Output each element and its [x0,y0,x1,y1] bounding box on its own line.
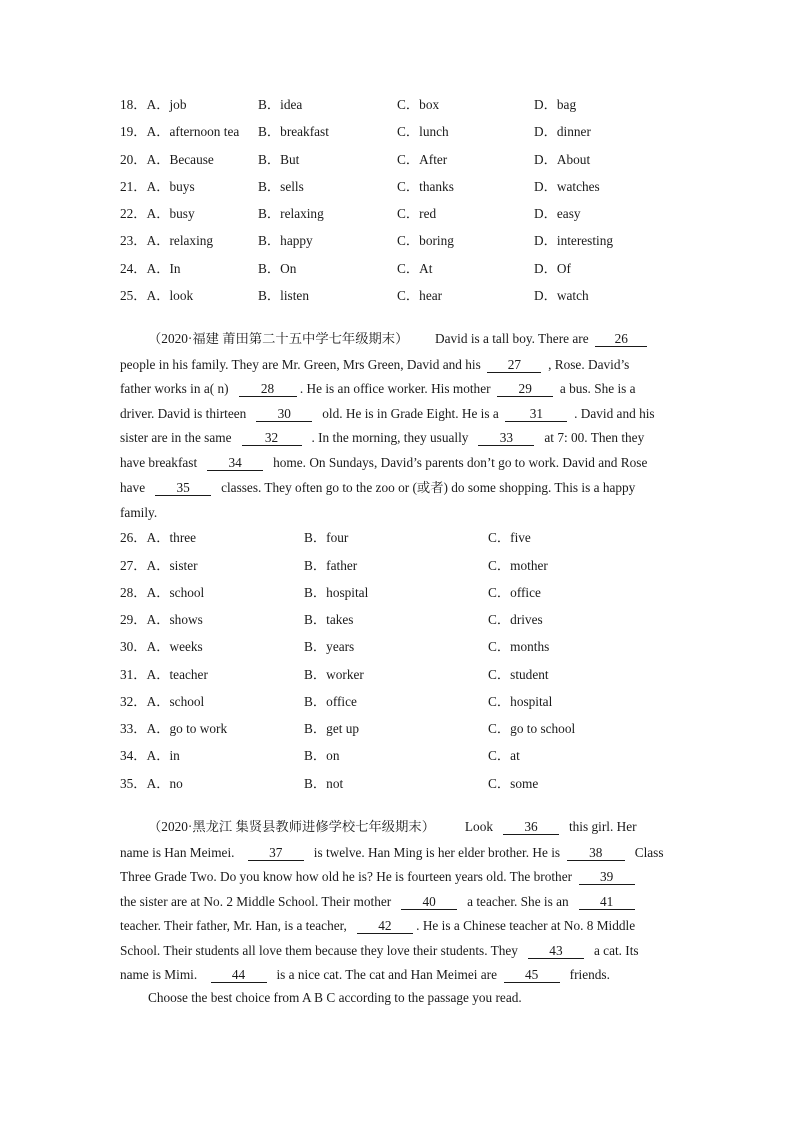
blank-44: 44 [211,967,267,983]
blank-43: 43 [528,943,584,959]
option-a: 31．A．teacher [120,667,208,682]
passage-text: . He is an office worker. His mother [299,381,491,396]
option-a: 22．A．busy [120,206,195,221]
option-c: C．five [488,530,531,545]
option-b: B．on [304,748,340,763]
passage-text: the sister are at No. 2 Middle School. Their mother [120,894,392,909]
option-b: B．office [304,694,357,709]
passage-text: name is Han Meimei. [120,845,235,860]
option-c: C．lunch [397,124,449,139]
option-b: B．years [304,639,355,654]
blank-41: 41 [579,894,635,910]
blank-28: 28 [239,381,297,397]
option-c: C．hospital [488,694,553,709]
passage-text: a cat. Its [593,943,639,958]
option-d: D．About [534,152,591,167]
passage-text: Look [464,819,493,834]
option-a: 28．A．school [120,585,205,600]
passage-text: father works in a( n) [120,381,229,396]
option-c: C．At [397,261,433,276]
blank-35: 35 [155,480,211,496]
source-label: （2020·黑龙江 集贤县教师进修学校七年级期末） [148,819,435,834]
option-a: 27．A．sister [120,558,198,573]
option-b: B．four [304,530,349,545]
option-a: 30．A．weeks [120,639,203,654]
passage-text: old. He is in Grade Eight. He is a [322,406,499,421]
passage-line [120,454,647,472]
passage-text: Three Grade Two. Do you know how old he is? He is fourteen years old. The brother [120,869,573,884]
passage-text: have [120,480,146,495]
passage-text: . In the morning, they usually [311,430,469,445]
passage-line [120,917,635,935]
passage-text: driver. David is thirteen [120,406,247,421]
option-c: C．months [488,639,550,654]
option-d: D．watches [534,179,600,194]
option-c: C．some [488,776,539,791]
option-c: C．mother [488,558,548,573]
passage-text: School. Their students all love them because they love their students. They [120,943,518,958]
passage-text: sister are in the same [120,430,232,445]
passage-text: name is Mimi. [120,967,198,982]
option-d: D．Of [534,261,571,276]
option-c: C．hear [397,288,443,303]
option-b: B．father [304,558,358,573]
option-a: 35．A．no [120,776,183,791]
option-c: C．go to school [488,721,576,736]
blank-32: 32 [242,430,302,446]
instruction-text: Choose the best choice from A B C according to the passage you read. [148,990,522,1005]
blank-33: 33 [478,430,534,446]
source-label: （2020·福建 莆田第二十五中学七年级期末） [148,331,409,346]
blank-34: 34 [207,455,263,471]
passage-line [120,966,610,984]
option-c: C．student [488,667,549,682]
option-a: 26．A．three [120,530,197,545]
blank-45: 45 [504,967,560,983]
option-d: D．watch [534,288,589,303]
passage-line [120,504,157,522]
passage-line [120,380,636,398]
option-d: D．bag [534,97,577,112]
passage-text: is twelve. Han Ming is her elder brother. He is [313,845,561,860]
option-c: C．at [488,748,520,763]
option-a: 25．A．look [120,288,194,303]
blank-42: 42 [357,918,413,934]
passage-text: Class [634,845,664,860]
option-b: B．On [258,261,297,276]
blank-31: 31 [505,406,567,422]
option-a: 33．A．go to work [120,721,228,736]
passage-text: people in his family. They are Mr. Green, Mrs Green, David and his [120,357,481,372]
passage-text: family. [120,505,158,520]
passage-line [120,405,655,423]
passage-text: home. On Sundays, David’s parents don’t go to work. David and Rose [273,455,648,470]
option-b: B．not [304,776,344,791]
option-b: B．breakfast [258,124,329,139]
blank-30: 30 [256,406,312,422]
option-b: B．get up [304,721,360,736]
option-b: B．relaxing [258,206,324,221]
option-a: 29．A．shows [120,612,203,627]
option-c: C．drives [488,612,543,627]
passage-line [120,479,635,497]
option-c: C．thanks [397,179,454,194]
option-b: B．worker [304,667,364,682]
passage-line [120,429,644,447]
option-d: D．dinner [534,124,591,139]
passage-text: is a nice cat. The cat and Han Meimei are [276,967,498,982]
passage-text: classes. They often go to the zoo or (或者) do some shopping. This is a happy [221,480,636,495]
option-a: 19．A．afternoon tea [120,124,240,139]
option-d: D．easy [534,206,581,221]
passage-text: . David and his [574,406,655,421]
option-c: C．boring [397,233,454,248]
passage-line [120,844,664,862]
blank-39: 39 [579,869,635,885]
option-c: C．red [397,206,437,221]
passage-text: a teacher. She is an [467,894,569,909]
passage-text: friends. [569,967,610,982]
option-b: B．But [258,152,300,167]
passage-text: this girl. Her [568,819,637,834]
passage-line [120,942,639,960]
passage-line [120,868,635,886]
blank-37: 37 [248,845,304,861]
passage-text: at 7: 00. Then they [544,430,645,445]
option-b: B．hospital [304,585,369,600]
option-a: 23．A．relaxing [120,233,214,248]
option-b: B．idea [258,97,303,112]
passage-text: a bus. She is a [559,381,636,396]
passage-line [120,356,629,374]
passage-line [148,330,647,348]
option-c: C．office [488,585,541,600]
option-d: D．interesting [534,233,614,248]
passage-text: . He is a Chinese teacher at No. 8 Middle [416,918,636,933]
option-a: 18．A．job [120,97,187,112]
blank-36: 36 [503,819,559,835]
blank-38: 38 [567,845,625,861]
option-b: B．happy [258,233,313,248]
blank-29: 29 [497,381,553,397]
option-c: C．box [397,97,440,112]
passage-text: teacher. Their father, Mr. Han, is a teacher, [120,918,347,933]
passage-text: David is a tall boy. There are [435,331,589,346]
passage-text: , Rose. David’s [548,357,630,372]
option-b: B．listen [258,288,309,303]
passage-line [148,818,637,836]
option-a: 21．A．buys [120,179,195,194]
blank-40: 40 [401,894,457,910]
passage-text: have breakfast [120,455,198,470]
option-a: 20．A．Because [120,152,214,167]
option-c: C．After [397,152,448,167]
blank-26: 26 [595,331,647,347]
option-a: 34．A．in [120,748,180,763]
option-b: B．sells [258,179,304,194]
passage-line [120,893,635,911]
option-b: B．takes [304,612,354,627]
option-a: 32．A．school [120,694,205,709]
blank-27: 27 [487,357,541,373]
option-a: 24．A．In [120,261,181,276]
